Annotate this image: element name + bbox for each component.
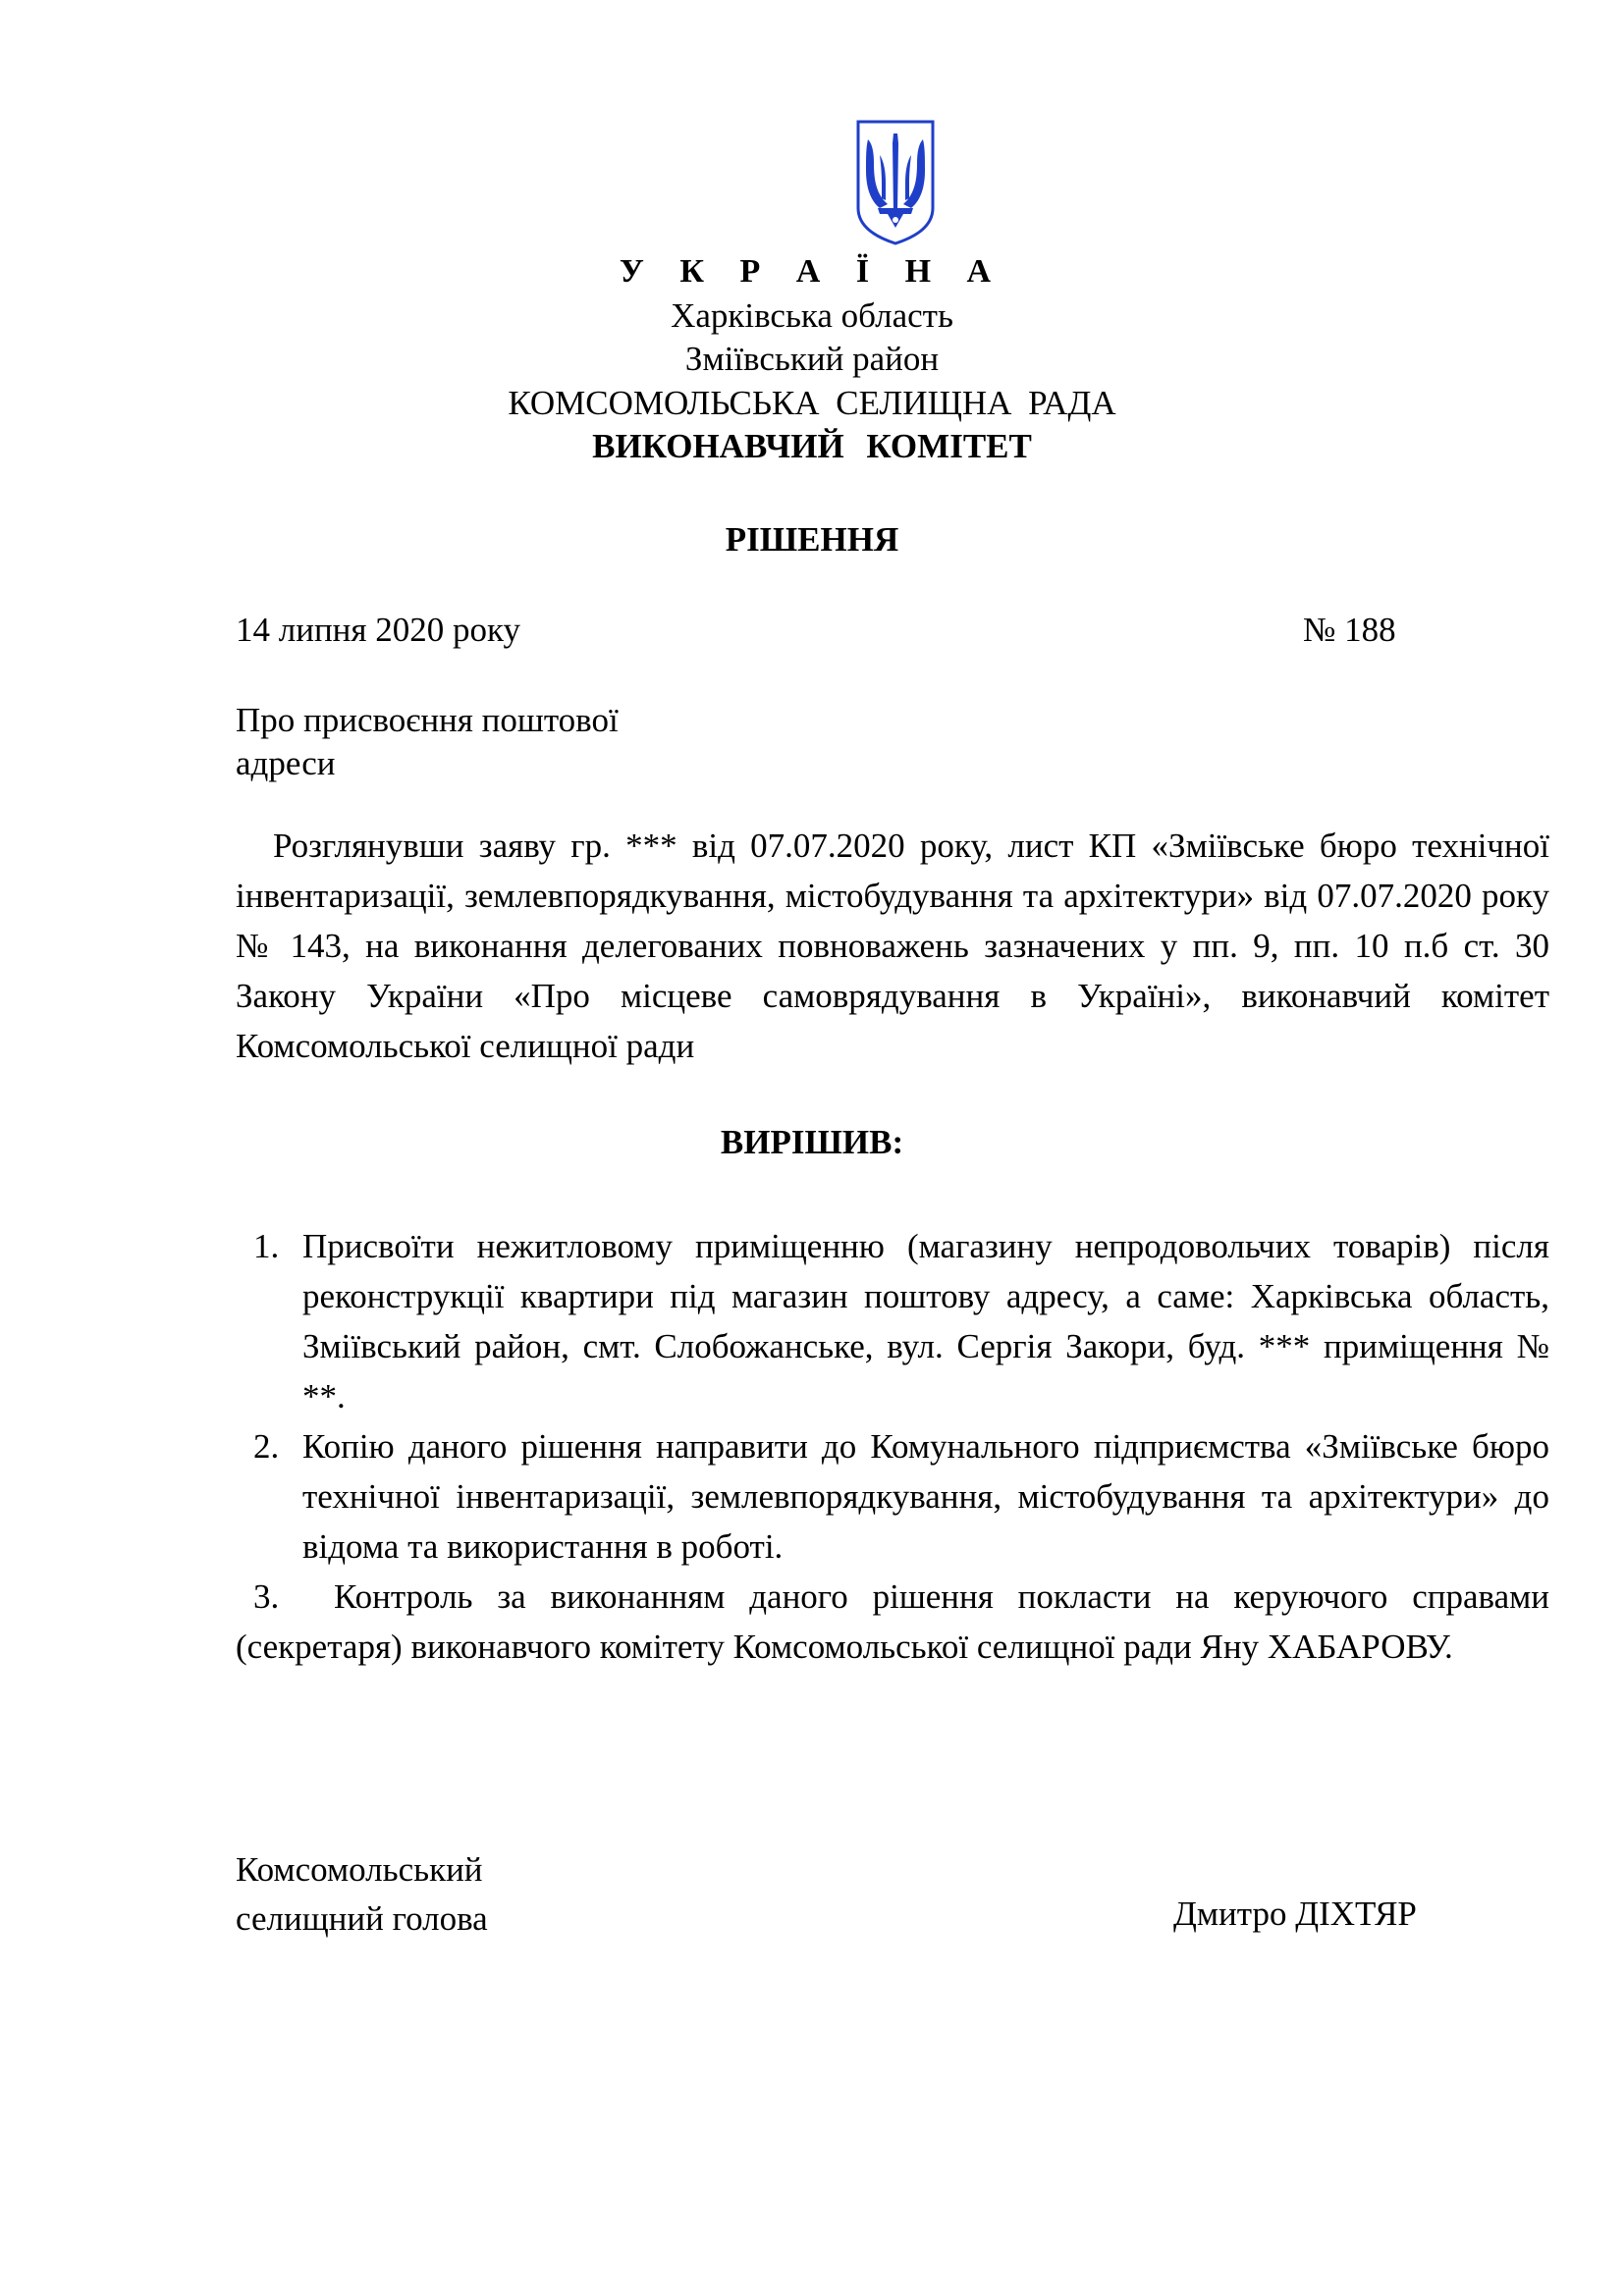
- position-line: Комсомольський: [236, 1850, 483, 1889]
- decided-heading: ВИРІШИВ:: [720, 1123, 904, 1161]
- district-line: Зміївський район: [684, 340, 940, 378]
- trident-emblem-icon: [854, 118, 937, 247]
- item-text: Копію даного рішення направити до Комунального підприємства «Зміївське бюро технічної інвентаризації, землевпорядкування, містобудування та архітектури» до відома та використання в роботі.: [302, 1427, 1549, 1566]
- committee-line: ВИКОНАВЧИЙ КОМІТЕТ: [592, 427, 1032, 465]
- preamble-paragraph: Розглянувши заяву гр. *** від 07.07.2020 року, лист КП «Зміївське бюро технічної інвентаризації, землевпорядкування, містобудування та архітектури» від 07.07.2020 року № 143, на виконання делегованих повноважень зазначених у пп. 9, пп. 10 п.б ст. 30 Закону України «Про місцеве самоврядування в Україні», виконавчий комітет Комсомольської селищної ради: [236, 827, 1549, 1065]
- item-number: 3.: [253, 1577, 280, 1616]
- region-line: Харківська область: [671, 296, 953, 335]
- signatory-name: Дмитро ДІХТЯР: [1173, 1895, 1417, 1933]
- council-line: КОМСОМОЛЬСЬКА СЕЛИЩНА РАДА: [508, 384, 1116, 422]
- signatory-position: [236, 1845, 488, 1944]
- item-number: 1.: [253, 1227, 280, 1265]
- decision-item: [236, 1421, 1549, 1572]
- subject-line: адреси: [236, 744, 336, 782]
- item-text: Присвоїти нежитловому приміщенню (магазину непродовольчих товарів) після реконструкції квартири під магазин поштову адресу, а саме: Харківська область, Зміївський район, смт. Слобожанське, вул. Сергія Закори, буд. *** приміщення № **.: [302, 1227, 1549, 1415]
- decision-list: [236, 1221, 1549, 1672]
- document-subject: [236, 699, 619, 785]
- decision-item: [236, 1572, 1549, 1672]
- item-number: 2.: [253, 1427, 280, 1466]
- item-text: Контроль за виконанням даного рішення покласти на керуючого справами (секретаря) виконавчого комітету Комсомольської селищної ради Яну ХАБАРОВУ.: [236, 1577, 1549, 1666]
- document-number: № 188: [1303, 611, 1396, 649]
- document-date: 14 липня 2020 року: [236, 611, 521, 649]
- document-title: РІШЕННЯ: [725, 520, 899, 559]
- country-heading: У К Р А Ї Н А: [619, 253, 1005, 290]
- position-line: селищний голова: [236, 1899, 488, 1938]
- decision-item: [236, 1221, 1549, 1421]
- subject-line: Про присвоєння поштової: [236, 701, 619, 739]
